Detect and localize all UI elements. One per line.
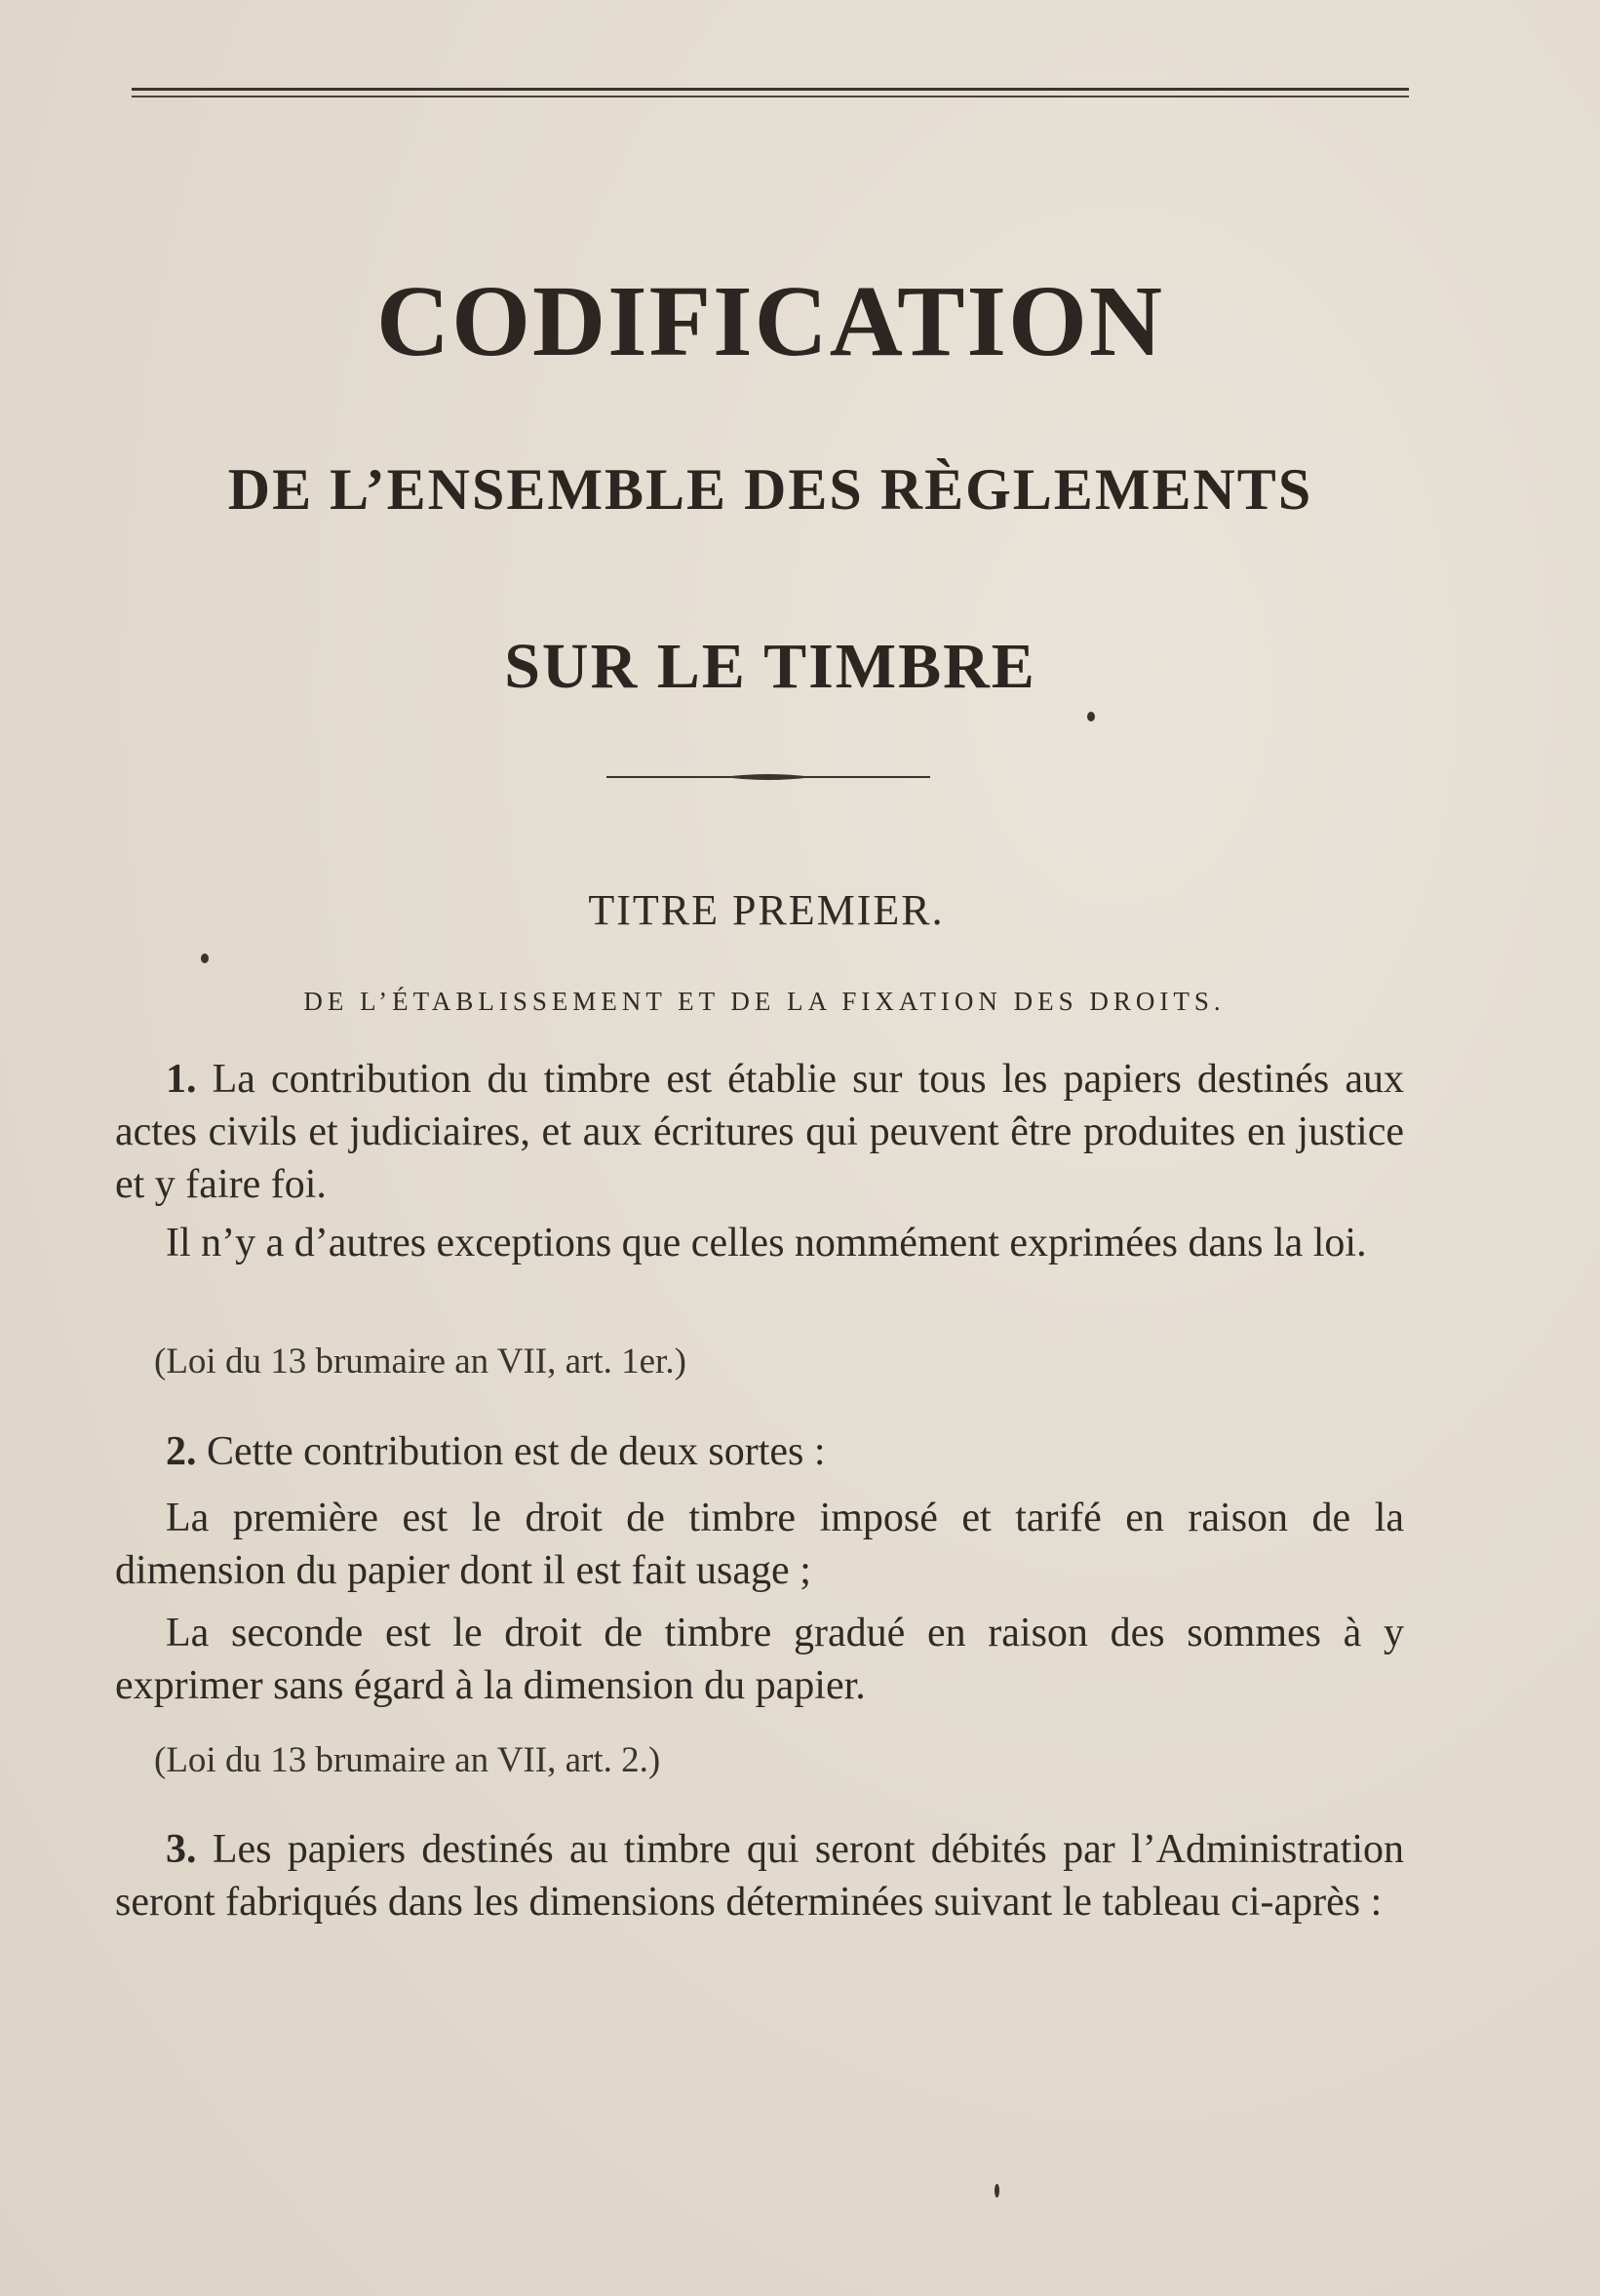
titre-heading: TITRE PREMIER. — [588, 886, 945, 934]
article-2-reference: (Loi du 13 brumaire an VII, art. 2.) — [154, 1740, 661, 1780]
article-2-paragraph — [115, 1425, 1404, 1478]
document-title: CODIFICATION — [376, 265, 1164, 377]
article-1-paragraph — [115, 1053, 1404, 1211]
article-1-paragraph-2: Il n’y a d’autres exceptions que celles nommément exprimées dans la loi. — [166, 1221, 1367, 1265]
article-1-text: La contribution du timbre est établie sur tous les papiers destinés aux actes civils et judiciaires, et aux écritures qui peuvent être produites en justice et y faire foi. — [115, 1057, 1405, 1207]
paper-speck — [1087, 712, 1095, 721]
ornamental-rule — [606, 770, 930, 784]
paper-speck — [201, 953, 209, 963]
section-heading: DE L’ÉTABLISSEMENT ET DE LA FIXATION DES DROITS. — [303, 987, 1226, 1016]
document-subtitle-line2: SUR LE TIMBRE — [504, 631, 1036, 702]
article-2-paragraph-2: La première est le droit de timbre imposé et tarifé en raison de la dimension du papier dont il est fait usage ; — [115, 1496, 1404, 1593]
article-1-reference: (Loi du 13 brumaire an VII, art. 1er.) — [154, 1342, 686, 1381]
article-1-number: 1. — [166, 1057, 197, 1102]
paper-speck — [995, 2184, 999, 2198]
article-2-text: Cette contribution est de deux sortes : — [207, 1429, 826, 1474]
article-3-text: Les papiers destinés au timbre qui seront débités par l’Administration seront fabriqués dans les dimensions déterminées suivant le tableau ci-après : — [115, 1827, 1404, 1925]
article-2-paragraph-3: La seconde est le droit de timbre gradué en raison des sommes à y exprimer sans égard à la dimension du papier. — [115, 1611, 1404, 1708]
article-3-number: 3. — [166, 1827, 197, 1872]
top-double-rule — [132, 88, 1409, 99]
article-3-paragraph — [115, 1823, 1404, 1928]
document-subtitle-line1: DE L’ENSEMBLE DES RÈGLEMENTS — [227, 457, 1313, 522]
article-2-number: 2. — [166, 1429, 197, 1474]
